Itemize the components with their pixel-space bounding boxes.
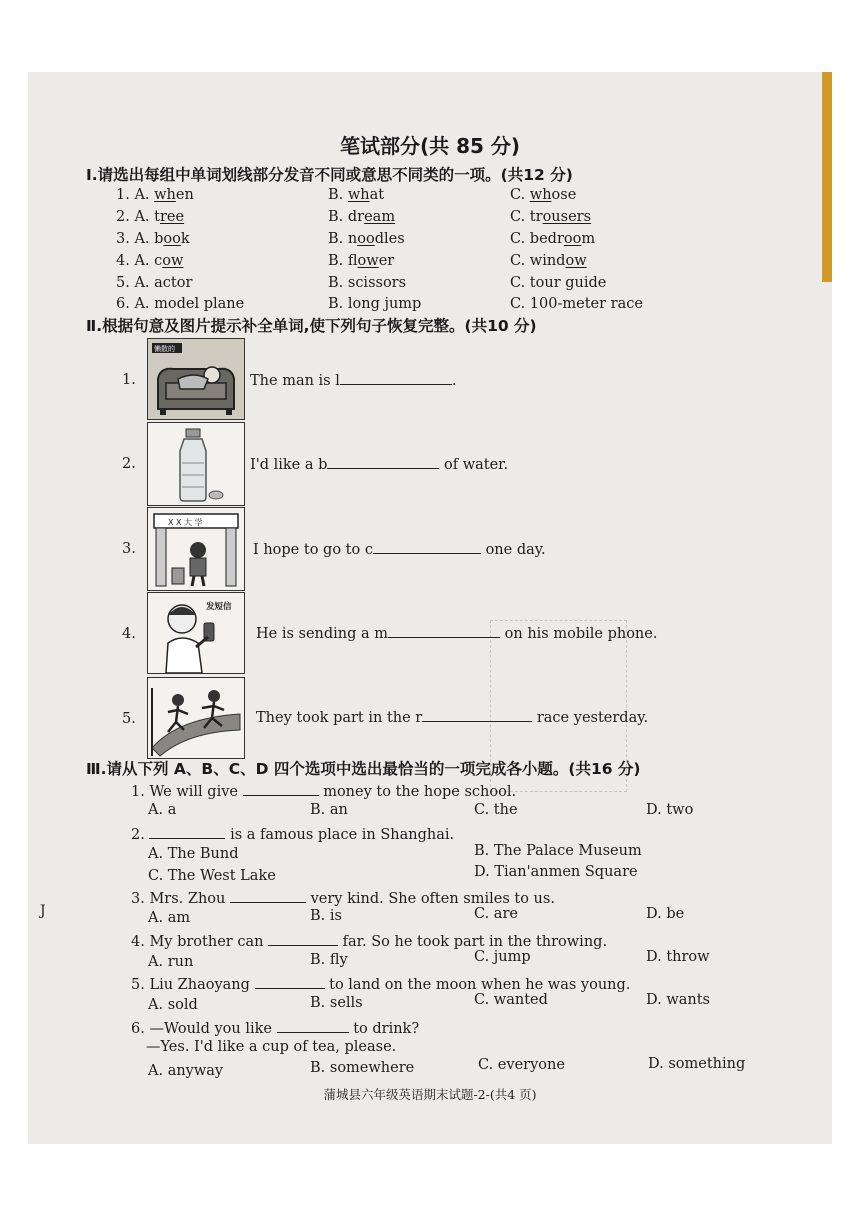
question-6 xyxy=(131,1018,419,1037)
fill-sentence-5 xyxy=(256,707,648,726)
word-option-a[interactable] xyxy=(116,187,194,203)
sentence-text: race yesterday. xyxy=(536,710,649,726)
question-text: 5. Liu Zhaoyang xyxy=(131,977,250,993)
word-option-b[interactable] xyxy=(328,253,394,269)
word-part: 6. A. model plane xyxy=(116,296,245,312)
word-option-c[interactable] xyxy=(510,231,595,247)
word-option-a[interactable] xyxy=(116,231,190,247)
word-part: B. n xyxy=(328,231,358,247)
choice-d[interactable]: D. throw xyxy=(646,949,710,965)
question-text: 3. Mrs. Zhou xyxy=(131,891,226,907)
answer-blank[interactable] xyxy=(243,781,319,796)
word-part: 5. A. actor xyxy=(116,275,193,291)
fill-item-number: 3. xyxy=(122,541,136,557)
fill-item-number: 4. xyxy=(122,626,136,642)
word-part: dles xyxy=(374,231,405,247)
fill-sentence-3 xyxy=(253,539,546,558)
word-part: B. scissors xyxy=(328,275,407,291)
choice-b[interactable]: B. an xyxy=(310,802,348,818)
word-part: k xyxy=(180,231,190,247)
underlined-part: wh xyxy=(529,187,552,203)
choice-b[interactable]: B. fly xyxy=(310,952,348,968)
word-option-b[interactable] xyxy=(328,275,406,291)
word-part: B. xyxy=(328,187,348,203)
picture-caption: 懒散的 xyxy=(154,345,175,353)
underlined-part: ow xyxy=(565,253,587,269)
fill-sentence-4 xyxy=(256,623,657,642)
boy-texting-icon xyxy=(147,592,245,674)
word-part: at xyxy=(369,187,385,203)
question-6-reply: —Yes. I'd like a cup of tea, please. xyxy=(146,1039,397,1055)
underlined-part: ow xyxy=(357,253,379,269)
question-2 xyxy=(131,824,454,843)
word-option-b[interactable] xyxy=(328,209,395,225)
question-4 xyxy=(131,931,607,950)
question-text: very kind. She often smiles to us. xyxy=(310,891,555,907)
word-part: 2. A. t xyxy=(116,209,160,225)
sentence-text: on his mobile phone. xyxy=(504,626,658,642)
word-option-c[interactable] xyxy=(510,209,591,225)
question-text: 4. My brother can xyxy=(131,934,264,950)
choice-a[interactable]: A. The Bund xyxy=(148,846,239,862)
picture-caption: 发短信 xyxy=(206,602,232,612)
answer-blank[interactable] xyxy=(255,974,325,989)
underlined-part: eam xyxy=(364,209,396,225)
underlined-part: ree xyxy=(159,209,185,225)
sentence-text: . xyxy=(451,373,457,389)
answer-blank[interactable] xyxy=(388,623,500,638)
fill-sentence-2 xyxy=(250,454,508,473)
choice-a[interactable]: A. sold xyxy=(148,997,198,1013)
word-part: C. 100-meter race xyxy=(510,296,643,312)
question-text: 1. We will give xyxy=(131,784,238,800)
sentence-text: I'd like a b xyxy=(250,457,328,473)
section-1-heading: Ⅰ.请选出每组中单词划线部分发音不同或意思不同类的一项。(共12 分) xyxy=(86,166,573,184)
question-text: far. So he took part in the throwing. xyxy=(342,934,608,950)
word-part: er xyxy=(378,253,395,269)
question-text: 2. xyxy=(131,827,145,843)
word-option-a[interactable] xyxy=(116,253,183,269)
choice-c[interactable]: C. jump xyxy=(474,949,531,965)
choice-d[interactable]: D. wants xyxy=(646,992,710,1008)
fill-item-number: 5. xyxy=(122,711,136,727)
answer-blank[interactable] xyxy=(277,1018,349,1033)
word-option-a[interactable] xyxy=(116,296,244,312)
relay-race-icon xyxy=(147,677,245,759)
fill-item-number: 2. xyxy=(122,456,136,472)
word-option-a[interactable] xyxy=(116,209,184,225)
word-option-c[interactable] xyxy=(510,253,587,269)
choice-c[interactable]: C. The West Lake xyxy=(148,868,276,884)
fill-item-number: 1. xyxy=(122,372,136,388)
choice-d[interactable]: D. be xyxy=(646,906,685,922)
word-part: B. fl xyxy=(328,253,358,269)
underlined-part: ow xyxy=(162,253,184,269)
answer-blank[interactable] xyxy=(149,824,225,839)
answer-blank[interactable] xyxy=(422,707,532,722)
question-text: is a famous place in Shanghai. xyxy=(230,827,455,843)
underlined-part: oo xyxy=(563,231,582,247)
question-3 xyxy=(131,888,555,907)
choice-c[interactable]: C. everyone xyxy=(478,1057,565,1073)
sentence-text: He is sending a m xyxy=(256,626,389,642)
word-option-c[interactable] xyxy=(510,187,576,203)
word-option-c[interactable] xyxy=(510,275,606,291)
choice-d[interactable]: D. Tian'anmen Square xyxy=(474,864,638,880)
word-option-a[interactable] xyxy=(116,275,192,291)
choice-c[interactable]: C. wanted xyxy=(474,992,548,1008)
choice-d[interactable]: D. something xyxy=(648,1056,746,1072)
question-text: money to the hope school. xyxy=(323,784,517,800)
answer-blank[interactable] xyxy=(340,370,452,385)
word-part: ose xyxy=(551,187,577,203)
choice-b[interactable]: B. is xyxy=(310,908,342,924)
choice-d[interactable]: D. two xyxy=(646,802,694,818)
word-part: B. dr xyxy=(328,209,365,225)
word-part: C. bedr xyxy=(510,231,564,247)
underlined-part: ousers xyxy=(542,209,592,225)
word-part: C. xyxy=(510,187,530,203)
margin-mark: J xyxy=(40,903,46,919)
word-option-c[interactable] xyxy=(510,296,643,312)
choice-b[interactable]: B. The Palace Museum xyxy=(474,843,642,859)
word-part: C. wind xyxy=(510,253,566,269)
choice-b[interactable]: B. somewhere xyxy=(310,1060,415,1076)
sentence-text: one day. xyxy=(485,542,546,558)
word-part: B. long jump xyxy=(328,296,422,312)
answer-blank[interactable] xyxy=(327,454,439,469)
page-edge-strip xyxy=(822,72,832,282)
word-part: 1. A. xyxy=(116,187,155,203)
word-option-b[interactable] xyxy=(328,187,384,203)
choice-b[interactable]: B. sells xyxy=(310,995,363,1011)
choice-c[interactable]: C. are xyxy=(474,906,518,922)
answer-blank[interactable] xyxy=(268,931,338,946)
sentence-text: of water. xyxy=(444,457,509,473)
word-part: en xyxy=(175,187,194,203)
lazy-man-on-sofa-icon xyxy=(147,338,245,420)
page-footer: 蒲城县六年级英语期末试题-2-(共4 页) xyxy=(323,1087,537,1102)
word-part: 3. A. b xyxy=(116,231,164,247)
choice-c[interactable]: C. the xyxy=(474,802,518,818)
university-gate-icon xyxy=(147,507,245,591)
choice-a[interactable]: A. anyway xyxy=(148,1063,224,1079)
sentence-text: The man is l xyxy=(250,373,340,389)
picture-caption: X X 大 学 xyxy=(168,518,203,527)
word-part: C. tour guide xyxy=(510,275,607,291)
choice-a[interactable]: A. a xyxy=(148,802,177,818)
underlined-part: wh xyxy=(154,187,176,203)
word-part: 4. A. c xyxy=(116,253,163,269)
underlined-part: wh xyxy=(347,187,370,203)
fill-sentence-1 xyxy=(250,370,456,389)
question-1 xyxy=(131,781,516,800)
question-5 xyxy=(131,974,630,993)
question-text: to land on the moon when he was young. xyxy=(329,977,631,993)
answer-blank[interactable] xyxy=(230,888,306,903)
section-2-heading: Ⅱ.根据句意及图片提示补全单词,使下列句子恢复完整。(共10 分) xyxy=(86,317,537,335)
choice-a[interactable]: A. run xyxy=(148,954,194,970)
sentence-text: They took part in the r xyxy=(256,710,423,726)
page-title: 笔试部分(共 85 分) xyxy=(339,134,521,158)
word-option-b[interactable] xyxy=(328,231,405,247)
underlined-part: oo xyxy=(357,231,375,247)
choice-a[interactable]: A. am xyxy=(148,910,191,926)
water-bottle-icon xyxy=(147,422,245,506)
question-text: to drink? xyxy=(353,1021,420,1037)
sentence-text: I hope to go to c xyxy=(253,542,373,558)
word-part: C. tr xyxy=(510,209,543,225)
question-text: 6. —Would you like xyxy=(131,1021,272,1037)
word-option-b[interactable] xyxy=(328,296,421,312)
section-3-heading: Ⅲ.请从下列 A、B、C、D 四个选项中选出最恰当的一项完成各小题。(共16 分) xyxy=(86,760,641,778)
word-part: m xyxy=(581,231,596,247)
answer-blank[interactable] xyxy=(373,539,481,554)
underlined-part: oo xyxy=(163,231,181,247)
